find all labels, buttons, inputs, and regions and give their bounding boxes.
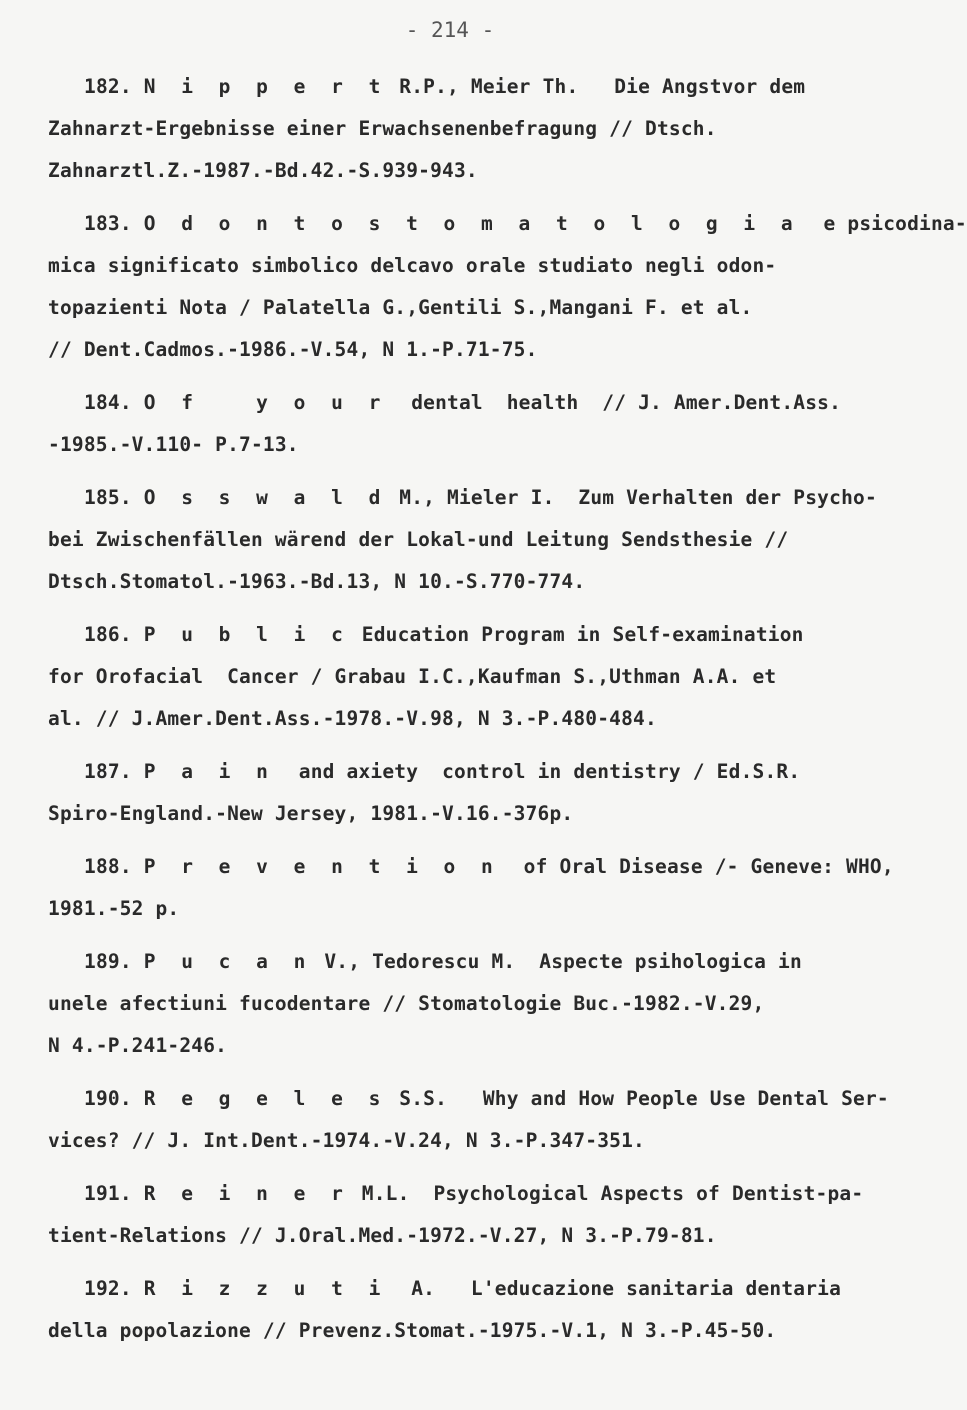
reference-text: topazienti Nota / Palatella G.,Gentili S.,Mangani F. et al. bbox=[48, 296, 753, 319]
reference-text: Dtsch.Stomatol.-1963.-Bd.13, N 10.-S.770-774. bbox=[48, 570, 586, 593]
reference-spaced-author: P u c a n bbox=[143, 950, 313, 973]
reference-entry bbox=[48, 846, 894, 930]
reference-number: 189. bbox=[84, 950, 132, 973]
reference-line bbox=[48, 1215, 868, 1257]
reference-text: and axiety control in dentistry / Ed.S.R. bbox=[274, 760, 801, 783]
reference-line bbox=[48, 698, 868, 740]
reference-number: 185. bbox=[84, 486, 132, 509]
reference-text: R.P., Meier Th. Die Angstvor dem bbox=[387, 75, 806, 98]
reference-line bbox=[48, 793, 868, 835]
reference-first-line bbox=[48, 477, 877, 519]
reference-text: della popolazione // Prevenz.Stomat.-1975.-V.1, N 3.-P.45-50. bbox=[48, 1319, 777, 1342]
reference-text: tient-Relations // J.Oral.Med.-1972.-V.27, N 3.-P.79-81. bbox=[48, 1224, 717, 1247]
reference-text: vices? // J. Int.Dent.-1974.-V.24, N 3.-P.347-351. bbox=[48, 1129, 645, 1152]
reference-spaced-author: P r e v e n t i o n bbox=[143, 855, 500, 878]
reference-spaced-author: O d o n t o s t o m a t o l o g i a bbox=[143, 212, 800, 235]
reference-text: unele afectiuni fucodentare // Stomatologie Buc.-1982.-V.29, bbox=[48, 992, 765, 1015]
reference-entry bbox=[48, 1268, 868, 1352]
reference-text: for Orofacial Cancer / Grabau I.C.,Kaufman S.,Uthman A.A. et bbox=[48, 665, 777, 688]
reference-entry bbox=[48, 1078, 889, 1162]
page-number: - 214 - bbox=[405, 18, 495, 42]
reference-number: 184. bbox=[84, 391, 132, 414]
reference-text: M., Mieler I. Zum Verhalten der Psycho- bbox=[387, 486, 877, 509]
reference-text: S.S. Why and How People Use Dental Ser- bbox=[387, 1087, 889, 1110]
reference-spaced-author: R e i n e r bbox=[143, 1182, 350, 1205]
reference-entry bbox=[48, 477, 877, 603]
reference-line bbox=[48, 1120, 868, 1162]
reference-number: 183. bbox=[84, 212, 132, 235]
reference-number: 188. bbox=[84, 855, 132, 878]
reference-spaced-author: R i z z u t i bbox=[143, 1277, 388, 1300]
reference-line bbox=[48, 329, 868, 371]
reference-text: Zahnarztl.Z.-1987.-Bd.42.-S.939-943. bbox=[48, 159, 478, 182]
reference-spaced-author: P a i n bbox=[143, 760, 275, 783]
reference-line bbox=[48, 108, 868, 150]
reference-line bbox=[48, 983, 868, 1025]
reference-text: V., Tedorescu M. Aspecte psihologica in bbox=[312, 950, 802, 973]
reference-text: -1985.-V.110- P.7-13. bbox=[48, 433, 299, 456]
reference-line bbox=[48, 656, 868, 698]
reference-spaced-author: R e g e l e s bbox=[143, 1087, 388, 1110]
reference-line bbox=[48, 519, 868, 561]
reference-first-line bbox=[48, 846, 894, 888]
reference-entry bbox=[48, 382, 868, 466]
reference-spaced-author: N i p p e r t bbox=[143, 75, 388, 98]
reference-number: 186. bbox=[84, 623, 132, 646]
reference-entry bbox=[48, 751, 868, 835]
reference-line bbox=[48, 287, 868, 329]
reference-line bbox=[48, 1310, 868, 1352]
reference-line bbox=[48, 150, 868, 192]
reference-first-line bbox=[48, 1078, 889, 1120]
reference-line bbox=[48, 561, 868, 603]
reference-number: 191. bbox=[84, 1182, 132, 1205]
reference-first-line bbox=[48, 751, 868, 793]
reference-entry bbox=[48, 614, 868, 740]
reference-entry bbox=[48, 941, 868, 1067]
reference-line bbox=[48, 1025, 868, 1067]
reference-spaced-author: P u b l i c bbox=[143, 623, 350, 646]
reference-text: mica significato simbolico delcavo orale studiato negli odon- bbox=[48, 254, 777, 277]
reference-entry bbox=[48, 1173, 868, 1257]
reference-first-line bbox=[48, 941, 868, 983]
reference-text: dental health // J. Amer.Dent.Ass. bbox=[387, 391, 842, 414]
reference-text: bei Zwischenfällen wärend der Lokal-und Leitung Sendsthesie // bbox=[48, 528, 789, 551]
reference-first-line bbox=[48, 382, 868, 424]
reference-text: 1981.-52 p. bbox=[48, 897, 180, 920]
reference-spaced-author: O f y o u r bbox=[143, 391, 388, 414]
reference-first-line bbox=[48, 1268, 868, 1310]
reference-list bbox=[48, 66, 967, 1363]
reference-line bbox=[48, 888, 868, 930]
reference-entry bbox=[48, 203, 967, 371]
reference-entry bbox=[48, 66, 868, 192]
reference-number: 190. bbox=[84, 1087, 132, 1110]
reference-text: M.L. Psychological Aspects of Dentist-pa- bbox=[349, 1182, 864, 1205]
reference-first-line bbox=[48, 203, 967, 245]
reference-text: al. // J.Amer.Dent.Ass.-1978.-V.98, N 3.-P.480-484. bbox=[48, 707, 657, 730]
reference-number: 182. bbox=[84, 75, 132, 98]
reference-spaced-author: O s s w a l d bbox=[143, 486, 388, 509]
reference-text: Spiro-England.-New Jersey, 1981.-V.16.-376p. bbox=[48, 802, 574, 825]
reference-line bbox=[48, 424, 868, 466]
reference-text: Zahnarzt-Ergebnisse einer Erwachsenenbefragung // Dtsch. bbox=[48, 117, 717, 140]
reference-first-line bbox=[48, 1173, 868, 1215]
reference-first-line bbox=[48, 66, 868, 108]
reference-text: of Oral Disease /- Geneve: WHO, bbox=[499, 855, 894, 878]
reference-text: A. L'educazione sanitaria dentaria bbox=[387, 1277, 842, 1300]
reference-text: // Dent.Cadmos.-1986.-V.54, N 1.-P.71-75. bbox=[48, 338, 538, 361]
reference-text: e psicodina- bbox=[799, 212, 967, 235]
reference-text: N 4.-P.241-246. bbox=[48, 1034, 228, 1057]
reference-text: Education Program in Self-examination bbox=[349, 623, 804, 646]
reference-line bbox=[48, 245, 868, 287]
reference-number: 187. bbox=[84, 760, 132, 783]
reference-first-line bbox=[48, 614, 868, 656]
reference-number: 192. bbox=[84, 1277, 132, 1300]
